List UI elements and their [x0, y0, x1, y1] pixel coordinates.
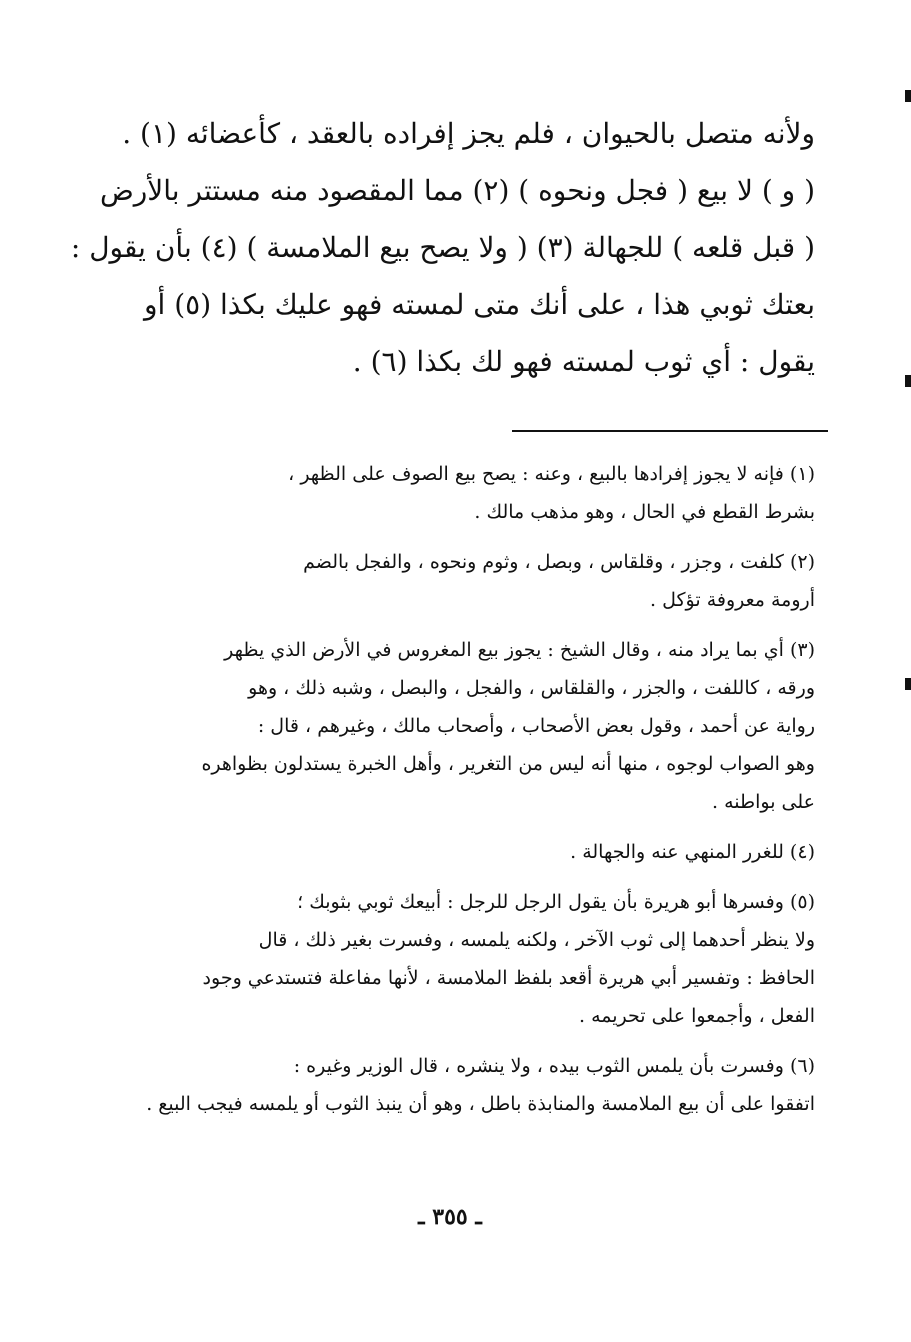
footnote-line: الحافظ : وتفسير أبي هريرة أقعد بلفظ الملامسة ، لأنها مفاعلة فتستدعي وجود [202, 967, 815, 989]
footnote-3 [90, 631, 815, 821]
footnote-line: (٦) وفسرت بأن يلمس الثوب بيده ، ولا ينشره ، قال الوزير وغيره : [293, 1055, 815, 1077]
footnote-line: (٣) أي بما يراد منه ، وقال الشيخ : يجوز بيع المغروس في الأرض الذي يظهر [224, 639, 815, 661]
main-text-line: ( و ) لا بيع ( فجل ونحوه ) (٢) مما المقصود منه مستتر بالأرض [99, 174, 815, 207]
footnote-line: ورقه ، كاللفت ، والجزر ، والقلقاس ، والفجل ، والبصل ، وشبه ذلك ، وهو [248, 677, 815, 699]
main-text [70, 105, 815, 390]
page-number: ـ ٣٥٥ ـ [418, 1204, 482, 1230]
footnote-line: رواية عن أحمد ، وقول بعض الأصحاب ، وأصحاب مالك ، وغيرهم ، قال : [257, 715, 815, 737]
footnote-4 [90, 833, 815, 871]
footnotes [90, 455, 815, 1135]
main-text-block [70, 105, 815, 390]
main-text-line: يقول : أي ثوب لمسته فهو لك بكذا (٦) . [352, 345, 815, 378]
footnote-line: (٢) كلفت ، وجزر ، وقلقاس ، وبصل ، وثوم ونحوه ، والفجل بالضم [303, 551, 815, 573]
footnote-2 [90, 543, 815, 619]
footnote-line: (٥) وفسرها أبو هريرة بأن يقول الرجل للرجل : أبيعك ثوبي بثوبك ؛ [297, 891, 815, 913]
footnote-line: على بواطنه . [711, 791, 815, 813]
edge-mark [905, 90, 911, 102]
footnote-line: بشرط القطع في الحال ، وهو مذهب مالك . [474, 501, 815, 523]
footnote-line: اتفقوا على أن بيع الملامسة والمنابذة باطل ، وهو أن ينبذ الثوب أو يلمسه فيجب البيع . [146, 1093, 815, 1115]
footnote-separator [512, 430, 828, 432]
footnote-line: (١) فإنه لا يجوز إفرادها بالبيع ، وعنه : يصح بيع الصوف على الظهر ، [288, 463, 815, 485]
footnote-6 [90, 1047, 815, 1123]
footnote-line: الفعل ، وأجمعوا على تحريمه . [578, 1005, 815, 1027]
main-text-line: ولأنه متصل بالحيوان ، فلم يجز إفراده بالعقد ، كأعضائه (١) . [122, 117, 815, 150]
edge-mark [905, 678, 911, 690]
footnote-5 [90, 883, 815, 1035]
footnote-line: أرومة معروفة تؤكل . [650, 589, 815, 611]
main-text-line: بعتك ثوبي هذا ، على أنك متى لمسته فهو عليك بكذا (٥) أو [144, 288, 815, 321]
footnote-line: ولا ينظر أحدهما إلى ثوب الآخر ، ولكنه يلمسه ، وفسرت بغير ذلك ، قال [258, 929, 815, 951]
footnote-line: وهو الصواب لوجوه ، منها أنه ليس من التغرير ، وأهل الخبرة يستدلون بظواهره [201, 753, 815, 775]
footnote-line: (٤) للغرر المنهي عنه والجهالة . [570, 841, 815, 863]
main-text-line: ( قبل قلعه ) للجهالة (٣) ( ولا يصح بيع الملامسة ) (٤) بأن يقول : [70, 231, 815, 264]
edge-mark [905, 375, 911, 387]
footnote-1 [90, 455, 815, 531]
